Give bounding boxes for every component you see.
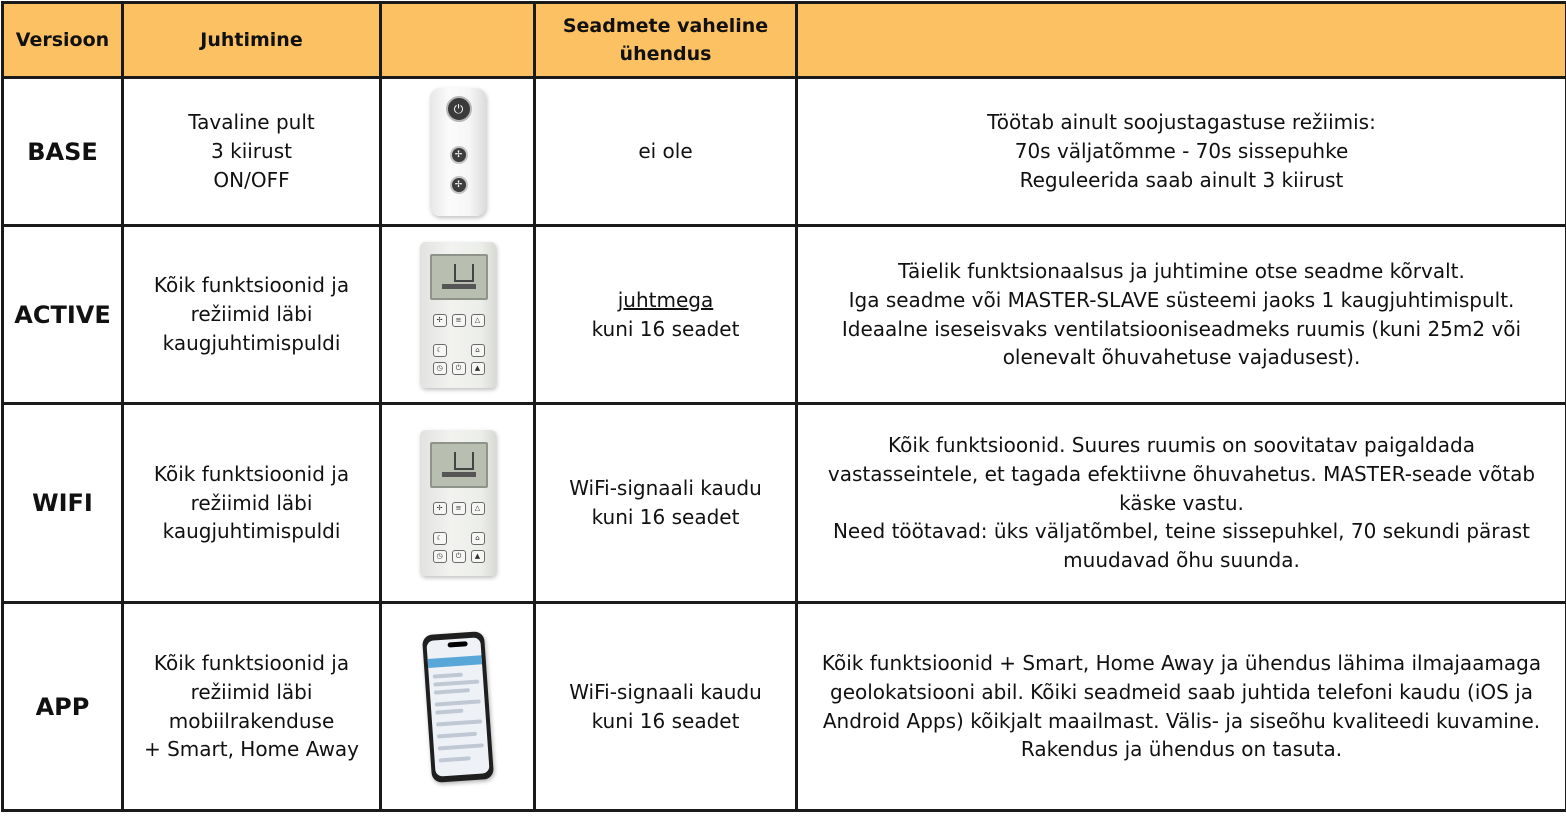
- control-line: režiimid läbi: [190, 490, 313, 515]
- description-line: Iga seadme või MASTER-SLAVE süsteemi jaoks 1 kaugjuhtimispult.: [848, 287, 1515, 312]
- control-cell: [123, 78, 381, 226]
- version-cell: ACTIVE: [3, 226, 123, 404]
- control-line: kaugjuhtimispuldi: [162, 330, 341, 355]
- description-cell: [797, 78, 1566, 226]
- description-line: Täielik funktsionaalsus ja juhtimine otse seadme kõrvalt.: [898, 258, 1465, 283]
- description-line: geolokatsiooni abil. Kõiki seadmeid saab juhtida telefoni kaudu (iOS ja: [830, 679, 1533, 704]
- description-cell: [797, 404, 1566, 603]
- table-row: [3, 78, 1566, 226]
- fan-button-icon: ✢: [450, 176, 468, 194]
- header-description: [797, 3, 1566, 78]
- description-cell: [797, 603, 1566, 811]
- control-line: režiimid läbi: [190, 302, 313, 327]
- mode-button-icon: ≡: [452, 314, 466, 327]
- basic-remote-icon: [430, 88, 486, 216]
- comparison-table: [1, 1, 1566, 812]
- timer-button-icon: ◷: [433, 550, 447, 563]
- boost-button-icon: ▲: [471, 362, 485, 375]
- description-line: vastasseintele, et tagada efektiivne õhuvahetus. MASTER-seade võtab: [827, 461, 1536, 486]
- description-line: olenevalt õhuvahetuse vajadusest).: [1002, 345, 1361, 370]
- header-connection-line1: Seadmete vaheline: [562, 15, 769, 37]
- header-image: [381, 3, 535, 78]
- smartphone-app-icon: [421, 631, 493, 783]
- version-cell: BASE: [3, 78, 123, 226]
- table-row: [3, 226, 1566, 404]
- connection-line: WiFi-signaali kaudu: [569, 476, 762, 501]
- image-cell: [381, 226, 535, 404]
- mode-button-icon: ≡: [452, 502, 466, 515]
- fan-button-icon: ✢: [433, 314, 447, 327]
- description-line: käske vastu.: [1119, 490, 1244, 515]
- lcd-remote-icon: [420, 242, 496, 388]
- description-line: Android Apps) kõikjalt maailmast. Välis- ja siseõhu kvaliteedi kuvamine.: [822, 708, 1541, 733]
- power-button-icon: ⏻: [452, 362, 466, 375]
- power-button-icon: ⏻: [446, 96, 472, 122]
- control-line: mobiilrakenduse: [168, 708, 335, 733]
- night-button-icon: ☾: [433, 532, 447, 545]
- connection-link[interactable]: juhtmega: [617, 287, 714, 312]
- connection-line: ei ole: [638, 139, 693, 164]
- connection-line: WiFi-signaali kaudu: [569, 679, 762, 704]
- control-line: ON/OFF: [213, 167, 290, 192]
- description-cell: [797, 226, 1566, 404]
- lcd-screen-icon: [430, 254, 488, 300]
- connection-cell: [535, 226, 797, 404]
- night-button-icon: ☾: [433, 344, 447, 357]
- power-button-icon: ⏻: [452, 550, 466, 563]
- version-cell: WIFI: [3, 404, 123, 603]
- control-cell: [123, 404, 381, 603]
- description-line: Kõik funktsioonid + Smart, Home Away ja ühendus lähima ilmajaamaga: [821, 650, 1542, 675]
- description-line: Need töötavad: üks väljatõmbel, teine sissepuhkel, 70 sekundi pärast: [832, 519, 1531, 544]
- control-cell: [123, 603, 381, 811]
- image-cell: [381, 603, 535, 811]
- control-line: Kõik funktsioonid ja: [153, 273, 350, 298]
- fan-button-icon: ✢: [433, 502, 447, 515]
- connection-cell: [535, 78, 797, 226]
- image-cell: [381, 78, 535, 226]
- connection-line: kuni 16 seadet: [591, 316, 740, 341]
- table-row: [3, 404, 1566, 603]
- home-button-icon: ⌂: [471, 344, 485, 357]
- header-version: Versioon: [3, 3, 123, 78]
- boost-button-icon: ▲: [471, 550, 485, 563]
- control-cell: [123, 226, 381, 404]
- description-line: muudavad õhu suunda.: [1063, 548, 1300, 573]
- control-line: Kõik funktsioonid ja: [153, 461, 350, 486]
- fan-button-icon: ✢: [450, 146, 468, 164]
- connection-cell: [535, 603, 797, 811]
- control-line: režiimid läbi: [190, 679, 313, 704]
- header-connection-line2: ühendus: [619, 43, 712, 65]
- header-connection: [535, 3, 797, 78]
- image-cell: [381, 404, 535, 603]
- description-line: Töötab ainult soojustagastuse režiimis:: [987, 110, 1376, 135]
- control-line: Tavaline pult: [188, 110, 315, 135]
- description-line: Reguleerida saab ainult 3 kiirust: [1019, 167, 1344, 192]
- timer-button-icon: ◷: [433, 362, 447, 375]
- header-row: [3, 3, 1566, 78]
- description-line: Kõik funktsioonid. Suures ruumis on soovitatav paigaldada: [888, 433, 1475, 457]
- table-row: [3, 603, 1566, 811]
- bell-button-icon: △: [471, 314, 485, 327]
- version-cell: APP: [3, 603, 123, 811]
- connection-line: kuni 16 seadet: [591, 505, 740, 529]
- control-line: kaugjuhtimispuldi: [162, 519, 341, 544]
- description-line: Rakendus ja ühendus on tasuta.: [1020, 737, 1343, 762]
- header-control: Juhtimine: [123, 3, 381, 78]
- connection-line: kuni 16 seadet: [591, 708, 740, 733]
- control-line: 3 kiirust: [211, 139, 292, 164]
- description-line: Ideaalne iseseisvaks ventilatsiooniseadmeks ruumis (kuni 25m2 või: [841, 316, 1522, 341]
- lcd-remote-icon: [420, 430, 496, 576]
- control-line: + Smart, Home Away: [143, 737, 360, 762]
- home-button-icon: ⌂: [471, 532, 485, 545]
- lcd-screen-icon: [430, 442, 488, 488]
- bell-button-icon: △: [471, 502, 485, 515]
- app-screen-icon: [426, 637, 489, 776]
- connection-cell: [535, 404, 797, 603]
- control-line: Kõik funktsioonid ja: [153, 650, 350, 675]
- description-line: 70s väljatõmme - 70s sissepuhke: [1014, 139, 1349, 164]
